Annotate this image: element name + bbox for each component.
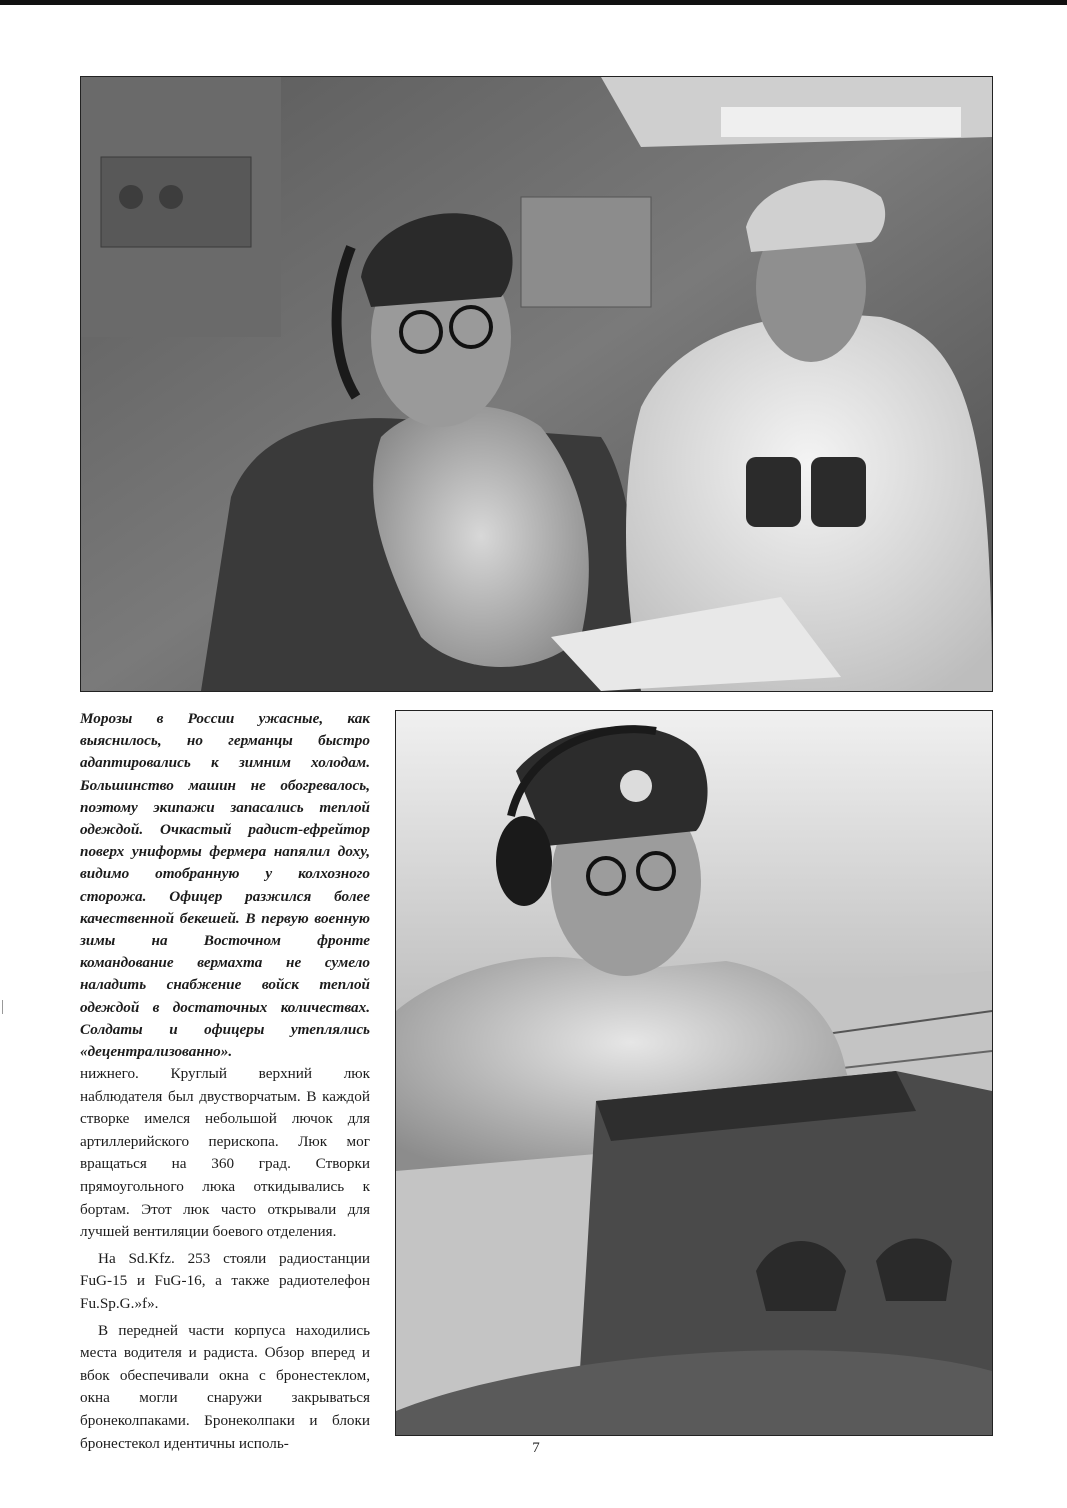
body-paragraph: На Sd.Kfz. 253 стояли радиостанции FuG-15 и FuG-16, а также радиотелефон Fu.Sp.G.»f». — [80, 1249, 370, 1312]
body-paragraph: В передней части корпуса находились места водителя и радиста. Обзор вперед и вбок обеспечивали окна с бронестеклом, окна могли снаружи закрываться бронеколпаками. Бронеколпаки и блоки бронестекол идентичны исполь- — [80, 1321, 370, 1452]
body-paragraph: нижнего. Круглый верхний люк наблюдателя был двустворчатым. В каждой створке имелся небольшой лючок для артиллерийского перископа. Люк мог вращаться на 360 град. Створки прямоугольного люка откидывались к бортам. Этот люк часто открывали для лучшей вентиляции боевого отделения. — [80, 1065, 370, 1241]
article-body — [80, 1063, 370, 1455]
margin-mark — [2, 1000, 9, 1014]
photo-radio-operator-and-officer — [80, 76, 993, 692]
photo-caption: Морозы в России ужасные, как выяснилось, но германцы быстро адаптировались к зимним холодам. Большинство машин не обогревалось, поэтому экипажи запасались теплой одеждой. Очкастый радист-ефрейтор поверх униформы фермера напялил доху, видимо отобранную у колхозного сторожа. Офицер разжился более качественной бекешей. В первую военную зимы на Восточном фронте командование вермахта не сумело наладить снабжение войск теплой одеждой в достаточных количествах. Солдаты и офицеры утеплялись «децентрализованно». — [80, 710, 370, 1061]
top-rule — [0, 0, 1067, 5]
photo-radio-operator-in-hatch — [395, 710, 993, 1436]
page-number: 7 — [532, 1440, 540, 1456]
